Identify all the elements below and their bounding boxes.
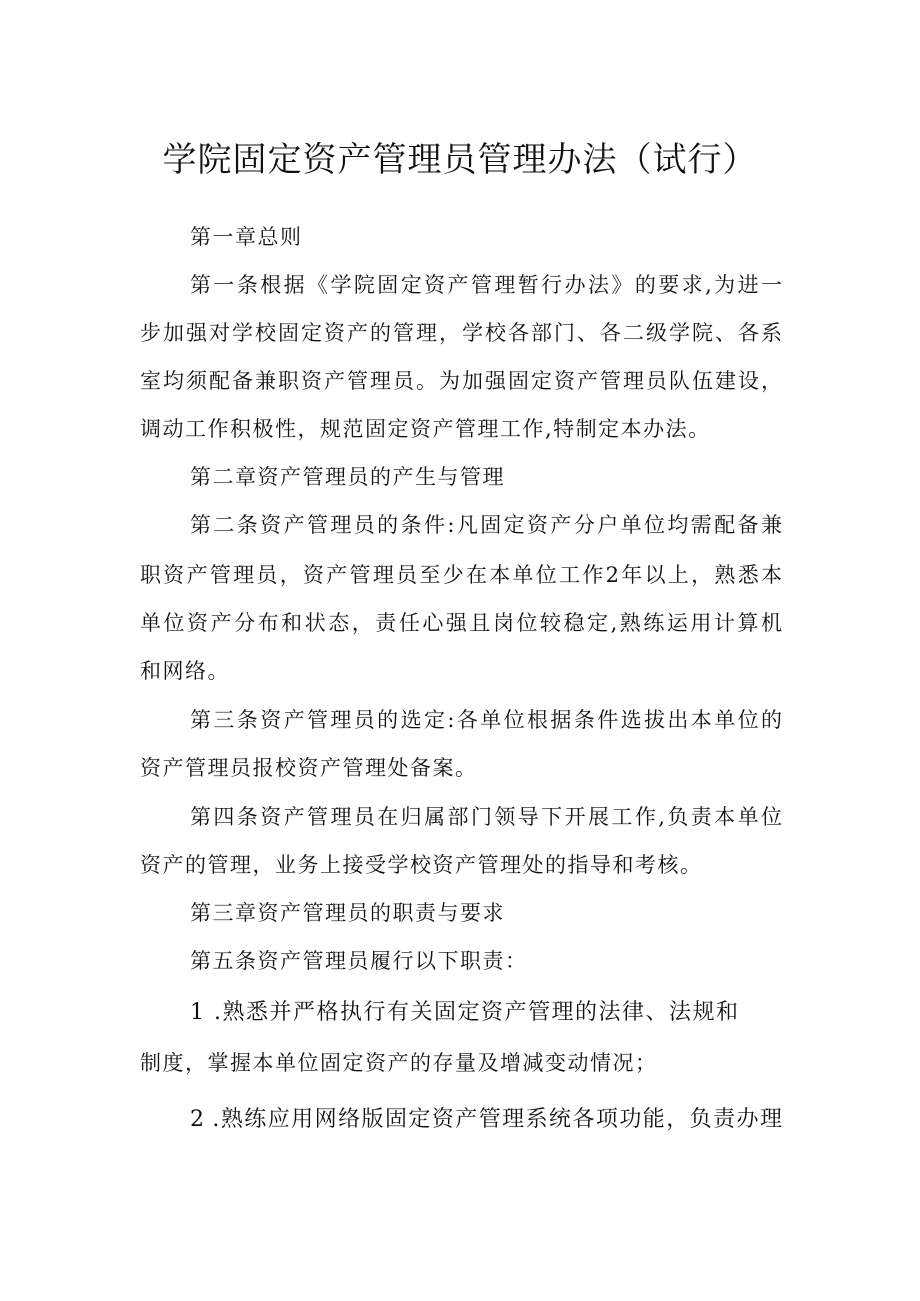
article-line: 第五条资产管理员履行以下职责： [190, 949, 528, 973]
article-line: 第二条资产管理员的条件:凡固定资产分户单位均需配备兼 [190, 513, 782, 537]
article-line: 第三条资产管理员的选定:各单位根据条件选拔出本单位的 [190, 708, 782, 732]
article-line: 单位资产分布和状态，责任心强且岗位较稳定,熟练运用计算机 [140, 611, 782, 635]
article-line: 资产管理员报校资产管理处备案。 [140, 756, 478, 780]
list-item-line: 2 .熟练应用网络版固定资产管理系统各项功能，负责办理 [190, 1107, 782, 1132]
article-line: 和网络。 [140, 659, 230, 683]
article-line: 职资产管理员，资产管理员至少在本单位工作2年以上，熟悉本 [140, 563, 782, 587]
article-line: 步加强对学校固定资产的管理，学校各部门、各二级学院、各系 [140, 321, 782, 345]
article-line: 调动工作积极性，规范固定资产管理工作,特制定本办法。 [140, 417, 711, 441]
article-line: 室均须配备兼职资产管理员。为加强固定资产管理员队伍建设， [140, 369, 782, 393]
chapter-heading: 第三章资产管理员的职责与要求 [190, 901, 505, 925]
document-title: 学院固定资产管理员管理办法（试行） [162, 140, 758, 180]
chapter-heading: 第一章总则 [190, 225, 303, 249]
chapter-heading: 第二章资产管理员的产生与管理 [190, 465, 505, 489]
article-line: 第四条资产管理员在归属部门领导下开展工作,负责本单位 [190, 805, 782, 829]
list-item-line: 1 .熟悉并严格执行有关固定资产管理的法律、法规和 [190, 1000, 740, 1025]
list-item-line: 制度，掌握本单位固定资产的存量及增减变动情况； [140, 1051, 658, 1075]
article-line: 资产的管理，业务上接受学校资产管理处的指导和考核。 [140, 853, 703, 877]
article-line: 第一条根据《学院固定资产管理暂行办法》的要求,为进一 [190, 273, 782, 297]
